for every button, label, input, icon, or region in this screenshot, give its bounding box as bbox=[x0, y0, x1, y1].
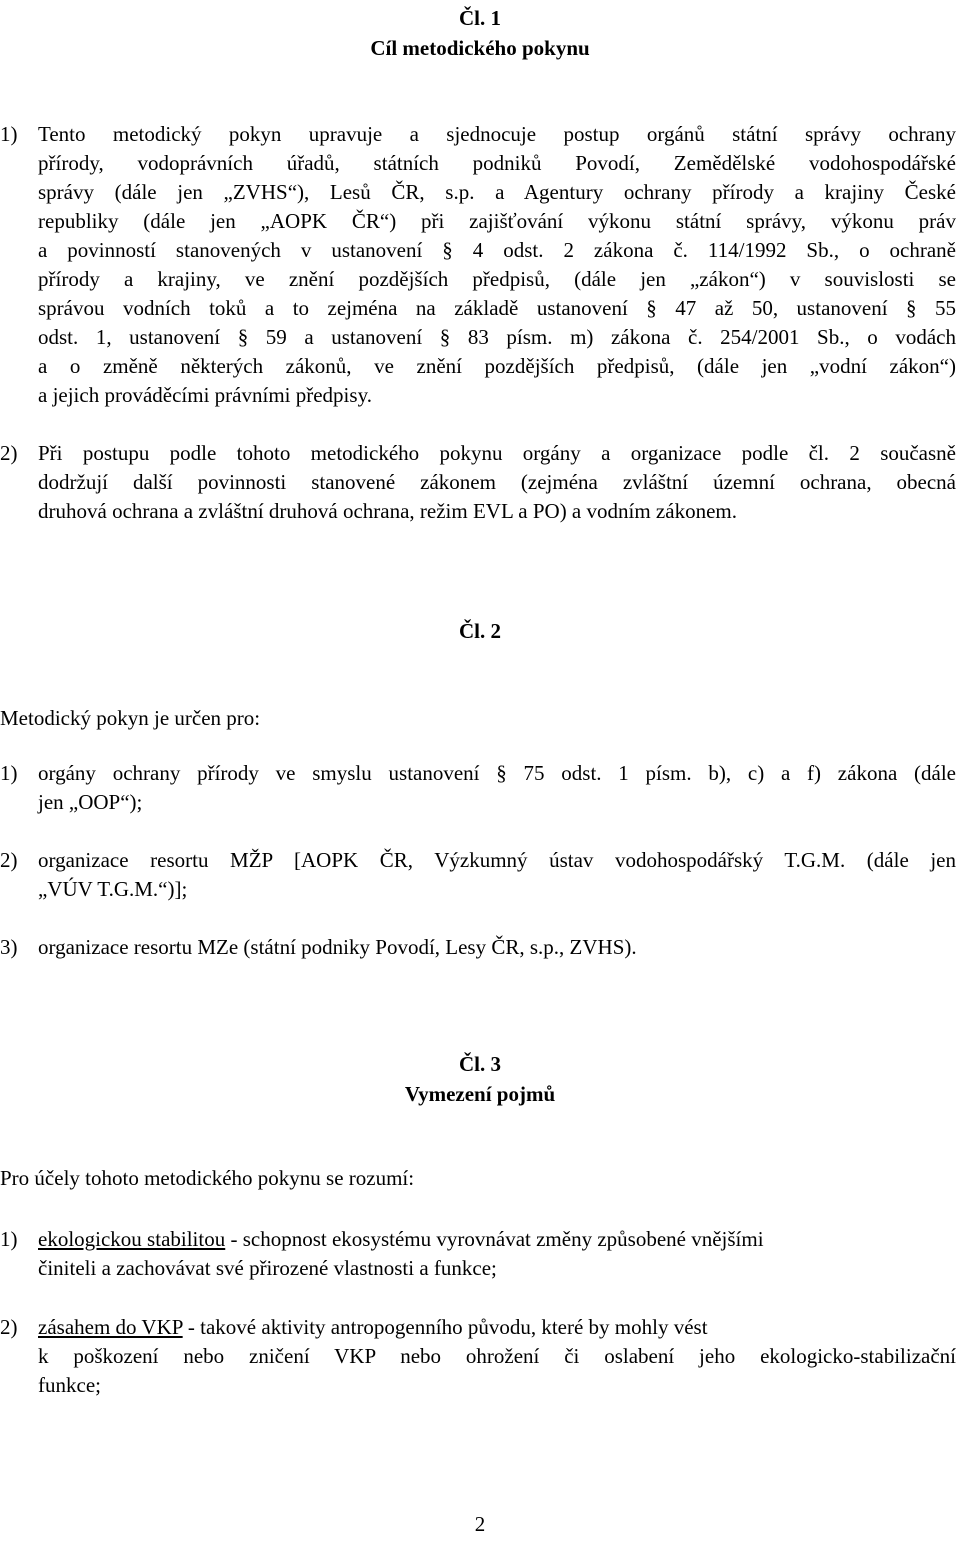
definition-line bbox=[38, 1313, 956, 1342]
paragraph-line: správy (dále jen „ZVHS“), Lesů ČR, s.p. a Agentury ochrany přírody a krajiny České bbox=[38, 180, 956, 204]
article-3-intro: Pro účely tohoto metodického pokynu se rozumí: bbox=[0, 1166, 415, 1190]
article-2-intro: Metodický pokyn je určen pro: bbox=[0, 706, 261, 730]
article-3-title: Vymezení pojmů bbox=[404, 1082, 556, 1106]
definition-line bbox=[38, 1225, 956, 1254]
defined-term: ekologickou stabilitou bbox=[38, 1227, 226, 1251]
definition-line: činiteli a zachovávat své přirozené vlastnosti a funkce; bbox=[38, 1256, 497, 1280]
definition-text: - takové aktivity antropogenního původu, které by mohly vést bbox=[182, 1315, 708, 1339]
list-number: 2) bbox=[0, 848, 18, 872]
list-item-line: organizace resortu MZe (státní podniky Povodí, Lesy ČR, s.p., ZVHS). bbox=[38, 935, 637, 959]
definition-line: k poškození nebo zničení VKP nebo ohrožení či oslabení jeho ekologicko-stabilizační bbox=[38, 1344, 956, 1368]
paragraph-line: a jejich prováděcími právními předpisy. bbox=[38, 383, 372, 407]
definition-item bbox=[38, 1225, 956, 1283]
list-item bbox=[38, 846, 956, 904]
list-item-line: „VÚV T.G.M.“)]; bbox=[38, 877, 188, 901]
list-item-line: organizace resortu MŽP [AOPK ČR, Výzkumný ústav vodohospodářský T.G.M. (dále jen bbox=[38, 848, 956, 872]
list-item bbox=[38, 933, 956, 962]
definition-text: - schopnost ekosystému vyrovnávat změny způsobené vnějšími bbox=[225, 1227, 764, 1251]
article-2-heading: Čl. 2 bbox=[459, 619, 501, 643]
list-number: 1) bbox=[0, 1227, 18, 1251]
defined-term: zásahem do VKP bbox=[38, 1315, 183, 1339]
paragraph-line: přírody a krajiny, ve znění pozdějších předpisů, (dále jen „zákon“) v souvislosti se bbox=[38, 267, 956, 291]
list-item-line: jen „OOP“); bbox=[38, 790, 143, 814]
paragraph-line: Při postupu podle tohoto metodického pokynu orgány a organizace podle čl. 2 současně bbox=[38, 441, 956, 465]
paragraph-line: druhová ochrana a zvláštní druhová ochrana, režim EVL a PO) a vodním zákonem. bbox=[38, 499, 737, 523]
paragraph-number: 2) bbox=[0, 441, 18, 465]
paragraph-line: a povinností stanovených v ustanovení § 4 odst. 2 zákona č. 114/1992 Sb., o ochraně bbox=[38, 238, 956, 262]
paragraph-line: přírody, vodoprávních úřadů, státních podniků Povodí, Zemědělské vodohospodářské bbox=[38, 151, 956, 175]
page-number: 2 bbox=[474, 1512, 486, 1536]
paragraph-line: dodržují další povinnosti stanovené zákonem (zejména zvláštní územní ochrana, obecná bbox=[38, 470, 956, 494]
definition-line: funkce; bbox=[38, 1373, 101, 1397]
paragraph-line: odst. 1, ustanovení § 59 a ustanovení § 83 písm. m) zákona č. 254/2001 Sb., o vodách bbox=[38, 325, 956, 349]
article-1-paragraph-2 bbox=[38, 439, 956, 526]
list-item bbox=[38, 759, 956, 817]
list-number: 2) bbox=[0, 1315, 18, 1339]
list-number: 3) bbox=[0, 935, 18, 959]
article-1-paragraph-1 bbox=[38, 120, 956, 410]
paragraph-line: správou vodních toků a to zejména na základě ustanovení § 47 až 50, ustanovení § 55 bbox=[38, 296, 956, 320]
paragraph-line: republiky (dále jen „AOPK ČR“) při zajišťování výkonu státní správy, výkonu práv bbox=[38, 209, 956, 233]
definition-item bbox=[38, 1313, 956, 1400]
paragraph-line: a o změně některých zákonů, ve znění pozdějších předpisů, (dále jen „vodní zákon“) bbox=[38, 354, 956, 378]
article-1-heading: Čl. 1 bbox=[459, 6, 501, 30]
article-3-heading: Čl. 3 bbox=[459, 1052, 501, 1076]
paragraph-number: 1) bbox=[0, 122, 18, 146]
list-number: 1) bbox=[0, 761, 18, 785]
list-item-line: orgány ochrany přírody ve smyslu ustanovení § 75 odst. 1 písm. b), c) a f) zákona (dále bbox=[38, 761, 956, 785]
article-1-title: Cíl metodického pokynu bbox=[370, 36, 590, 60]
paragraph-line: Tento metodický pokyn upravuje a sjednocuje postup orgánů státní správy ochrany bbox=[38, 122, 956, 146]
